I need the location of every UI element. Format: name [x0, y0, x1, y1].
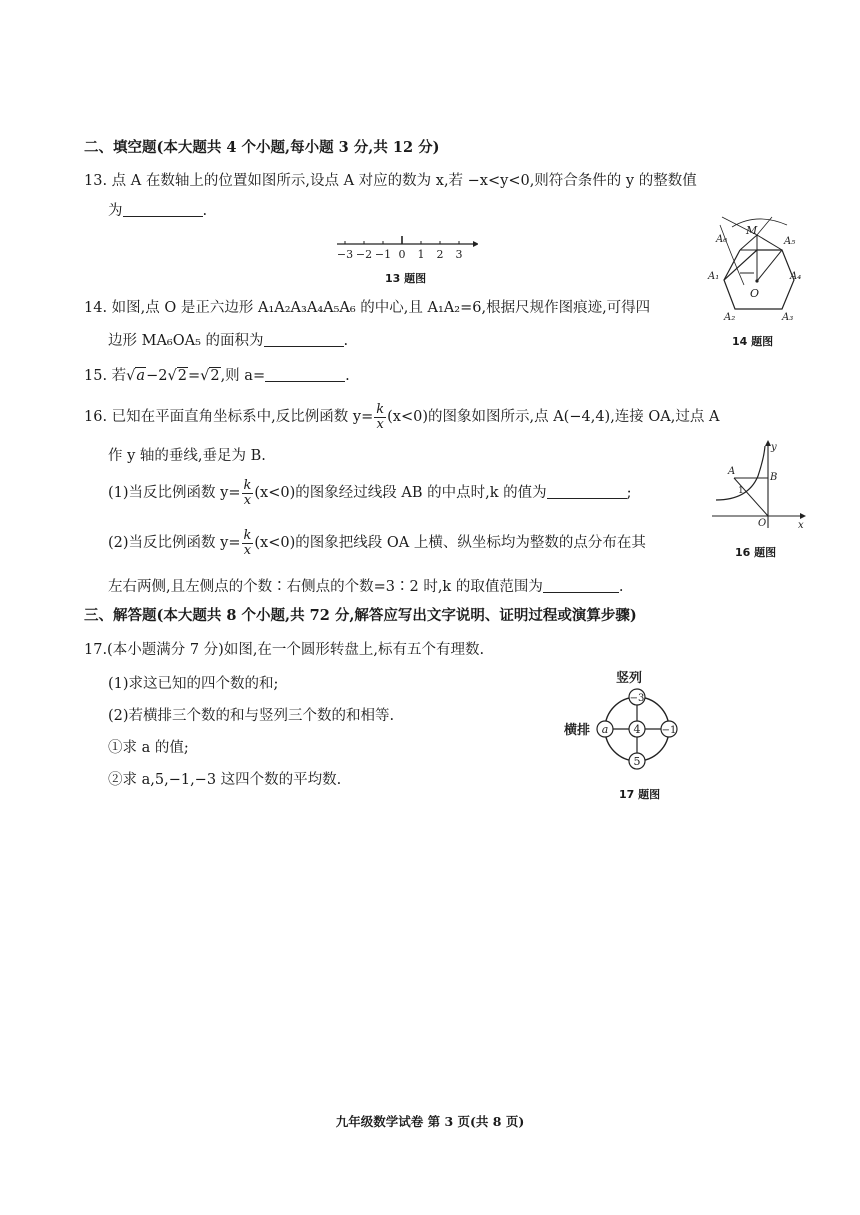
label-o: O — [758, 518, 767, 529]
question-17-text: 17.(本小题满分 7 分)如图,在一个圆形转盘上,标有五个有理数. — [84, 642, 485, 658]
section-heading: 二、填空题(本大题共 4 个小题,每小题 3 分,共 12 分) — [84, 139, 440, 156]
answer-blank — [264, 332, 344, 347]
column-label: 竖列 — [616, 671, 643, 686]
part2-line2: 左右两侧,且左侧点的个数∶右侧点的个数=3∶2 时,k 的取值范围为 — [108, 579, 543, 595]
wheel-center-value: 4 — [633, 723, 641, 736]
label-m: M — [746, 224, 758, 237]
q16-prefix: 16. 已知在平面直角坐标系中,反比例函数 y= — [84, 409, 374, 425]
equals: = — [187, 368, 201, 384]
number-line-figure — [333, 232, 478, 264]
question-14-line2 — [108, 331, 348, 351]
q16-suffix: (x<0)的图象如图所示,点 A(−4,4),连接 OA,过点 A — [387, 409, 720, 425]
figure-caption: 16 题图 — [735, 546, 777, 559]
label-one: 1 — [738, 486, 744, 496]
sqrt-two-rhs: 2 — [210, 368, 220, 384]
answer-blank — [547, 484, 627, 499]
label-a5: A₅ — [784, 236, 796, 247]
fraction-k-over-x: $\frac{k}{x}$ — [376, 401, 385, 432]
wheel-left-value: a — [601, 723, 609, 736]
part2-prefix: (2)当反比例函数 y= — [108, 535, 241, 551]
question-15-suffix: ,则 a= — [220, 368, 266, 384]
section-heading: 三、解答题(本大题共 8 个小题,共 72 分,解答应写出文字说明、证明过程或演算步骤) — [84, 607, 637, 624]
answer-blank — [543, 578, 619, 593]
question-15-prefix: 15. 若 — [84, 368, 127, 384]
tick-label: 2 — [436, 248, 444, 261]
question-13-prefix: 为 — [108, 203, 123, 219]
wheel-right-value: −1 — [661, 725, 677, 736]
wheel-figure — [564, 668, 689, 783]
tick-label: −1 — [374, 248, 392, 261]
question-16-text — [84, 402, 719, 432]
answer-blank — [123, 202, 203, 217]
sqrt-a: a — [136, 368, 146, 384]
period: . — [343, 333, 349, 349]
period: . — [345, 368, 350, 384]
question-17-part2: (2)若横排三个数的和与竖列三个数的和相等. — [108, 708, 395, 724]
period: . — [202, 203, 208, 219]
tick-label: −3 — [336, 248, 354, 261]
question-13-line2 — [108, 201, 207, 221]
hexagon-figure — [702, 207, 807, 322]
semicolon: ; — [626, 485, 632, 501]
arrow-head-icon — [473, 241, 478, 247]
label-a1: A₁ — [708, 271, 720, 282]
label-x: x — [798, 520, 804, 530]
question-16-part1 — [108, 478, 632, 508]
label-a4: A₄ — [790, 271, 802, 282]
figure-caption: 13 题图 — [385, 272, 427, 285]
fraction-k-over-x: $\frac{k}{x}$ — [243, 527, 252, 558]
question-14-prefix: 边形 MA₆OA₅ 的面积为 — [108, 333, 264, 349]
hexagon — [724, 250, 794, 309]
label-b: B — [770, 472, 778, 483]
label-y: y — [771, 442, 777, 453]
label-a2: A₂ — [724, 312, 736, 322]
question-16-line2: 作 y 轴的垂线,垂足为 B. — [108, 448, 266, 464]
segment-oa — [734, 478, 768, 516]
tick-label: 3 — [455, 248, 463, 261]
part1-prefix: (1)当反比例函数 y= — [108, 485, 241, 501]
hyperbola-figure — [708, 438, 808, 530]
part2-suffix: (x<0)的图象把线段 OA 上横、纵坐标均为整数的点分布在其 — [254, 535, 646, 551]
question-15-text: 15. 若√a−2√2=√2,则 a= . — [84, 368, 350, 384]
part1-suffix: (x<0)的图象经过线段 AB 的中点时,k 的值为 — [254, 485, 547, 501]
tick-label: 0 — [398, 248, 406, 261]
tick-label: 1 — [417, 248, 425, 261]
minus-two: −2 — [146, 368, 168, 384]
row-label: 横排 — [564, 723, 591, 738]
question-17-part2a: ①求 a 的值; — [108, 740, 189, 756]
question-14-text: 14. 如图,点 O 是正六边形 A₁A₂A₃A₄A₅A₆ 的中心,且 A₁A₂=6,根据尺规作图痕迹,可得四 — [84, 300, 651, 316]
question-16-part2-line2 — [108, 577, 623, 597]
wheel-top-value: −3 — [629, 693, 645, 704]
label-a6: A₆ — [716, 234, 728, 245]
x-axis-arrow-icon — [800, 513, 806, 519]
question-13-text: 13. 点 A 在数轴上的位置如图所示,设点 A 对应的数为 x,若 −x<y<0,则符合条件的 y 的整数值 — [84, 173, 697, 189]
label-o: O — [750, 287, 760, 300]
page-footer: 九年级数学试卷 第 3 页(共 8 页) — [335, 1114, 525, 1129]
answer-blank — [265, 367, 345, 382]
label-a3: A₃ — [782, 312, 794, 322]
tick-label: −2 — [355, 248, 373, 261]
label-a: A — [728, 466, 736, 477]
question-16-part2 — [108, 528, 646, 558]
question-17-part2b: ②求 a,5,−1,−3 这四个数的平均数. — [108, 772, 342, 788]
fraction-k-over-x: $\frac{k}{x}$ — [243, 477, 252, 508]
question-17-part1: (1)求这已知的四个数的和; — [108, 676, 279, 692]
sqrt-two: 2 — [177, 368, 187, 384]
period: . — [618, 579, 624, 595]
figure-caption: 14 题图 — [732, 335, 774, 348]
figure-caption: 17 题图 — [619, 788, 661, 801]
wheel-bottom-value: 5 — [633, 755, 641, 768]
